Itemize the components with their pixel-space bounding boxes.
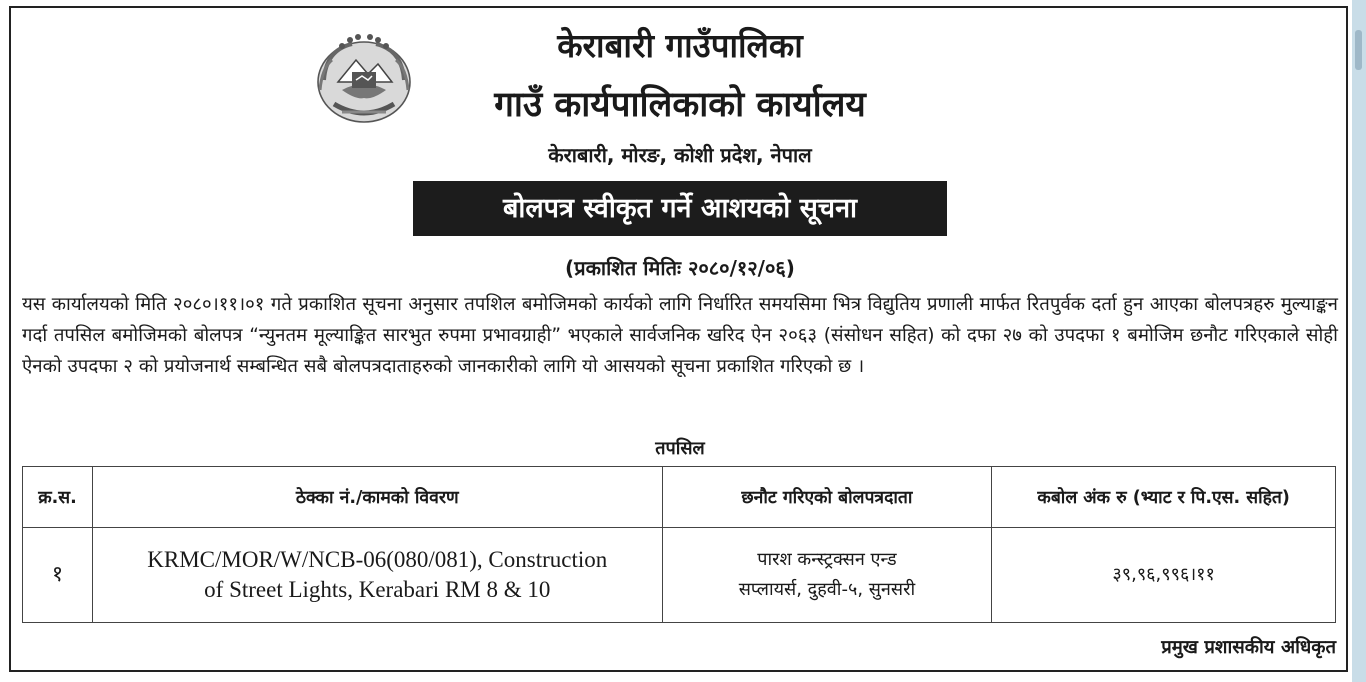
office-address: केराबारी, मोरङ, कोशी प्रदेश, नेपाल (548, 143, 812, 167)
bidder-line-1: पारश कन्स्ट्रक्सन एन्ड (757, 549, 897, 570)
award-table (22, 466, 1336, 623)
published-date: (प्रकाशित मितिः २०८०/१२/०६) (565, 256, 795, 280)
office-name: गाउँ कार्यपालिकाको कार्यालय (494, 85, 866, 125)
bidder-line-2: सप्लायर्स, दुहवी-५, सुनसरी (738, 579, 916, 600)
row-amount: ३९,९६,९९६।११ (992, 528, 1336, 623)
table-label: तपसिल (655, 438, 705, 459)
header-contract: ठेक्का नं./कामको विवरण (92, 467, 662, 528)
nepal-government-emblem-icon (312, 30, 416, 128)
contract-line-1: KRMC/MOR/W/NCB-06(080/081), Construction (147, 547, 608, 572)
signatory: प्रमुख प्रशासकीय अधिकृत (1161, 637, 1336, 658)
header-amount: कबोल अंक रु (भ्याट र पि.एस. सहित) (992, 467, 1336, 528)
row-bidder (662, 528, 992, 623)
table-header-row (23, 467, 1336, 528)
row-serial: १ (23, 528, 93, 623)
table-row (23, 528, 1336, 623)
row-contract (92, 528, 662, 623)
page-edge (1352, 0, 1366, 682)
notice-paragraph: यस कार्यालयको मिति २०८०।११।०१ गते प्रकाशित सूचना अनुसार तपशिल बमोजिमको कार्यको लागि निर्धारित समयसिमा भित्र विद्युतिय प्रणाली मार्फत रितपुर्वक दर्ता हुन आएका बोलपत्रहरु मुल्याङ्कन गर्दा तपसिल बमोजिमको बोलपत्र “न्युनतम मूल्याङ्कित सारभुत रुपमा प्रभावग्राही” भएकाले सार्वजनिक खरिद ऐन २०६३ (संसोधन सहित) को दफा २७ को उपदफा १ बमोजिम छनौट गरिएकाले सोही ऐनको उपदफा २ को प्रयोजनार्थ सम्बन्धित सबै बोलपत्रदाताहरुको जानकारीको लागि यो आसयको सूचना प्रकाशित गरिएको छ । (22, 294, 1338, 377)
contract-line-2: of Street Lights, Kerabari RM 8 & 10 (204, 577, 551, 602)
municipality-name: केराबारी गाउँपालिका (557, 26, 803, 65)
scroll-thumb[interactable] (1355, 30, 1362, 70)
header-bidder: छनौट गरिएको बोलपत्रदाता (662, 467, 992, 528)
header-serial: क्र.स. (23, 467, 93, 528)
notice-title: बोलपत्र स्वीकृत गर्ने आशयको सूचना (413, 181, 947, 236)
